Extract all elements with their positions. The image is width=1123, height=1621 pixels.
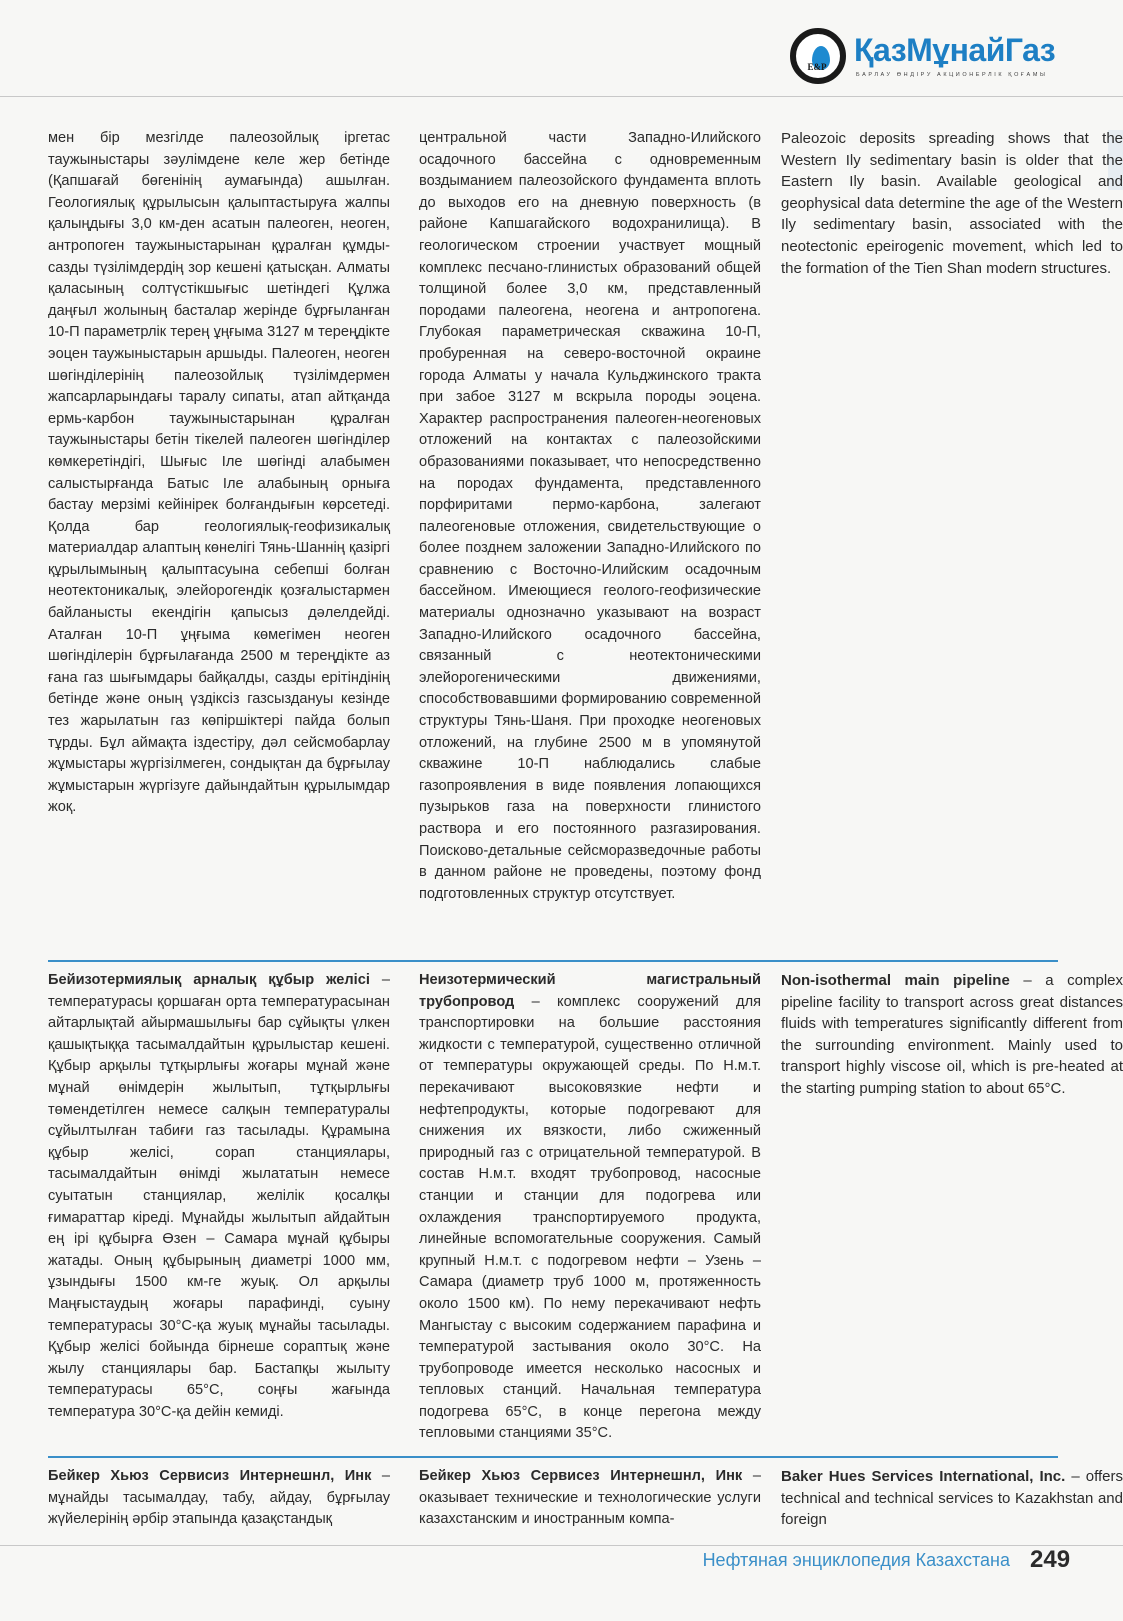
paragraph-text: мен бір мезгілде палеозойлық іргетас таужыныстары зәулімдене келе жер бетінде (Қапшағай бөгенінің аумағында) ашылған. Геологиялық құрылысын қалыптастыруға жалпы қалыңдығы 3,0 км-ден асатын палеоген, неоген, антропоген таужыныстарынан құралған құмды-сазды түзілімдердің зор кешені қатысқан. Алматы қаласының солтүстікшығыс шетіндегі Құлжа даңғыл жолының басталар жерінде бұрғыланған 10-П параметрлік терең ұңғыма 3127 м тереңдікте эоцен таужыныстарын аршыды. Палеоген, неоген шөгінділерінің палеозойлық түзілімдермен жапсарларындағы таралу сипаты, атап айтқанда ермь-карбон таужыныстарынан құралған таужыныстары бетін тікелей палеоген шөгінділер көмкеретіндігі, Шығыс Іле шөгінді алабымен салыстырғанда Батыс Іле алабының орнығa бастау мерзімі кейінірек болғандығын көрсетеді. Қолда бар геологиялық-геофизикалық материалдар алаптың көнелігі Тянь-Шаннің қазіргі құрылымының қалыптасуына себепші болған неотектоникалық, элейорогендік қозғалыстармен байланысты екендігін қапысыз дәлелдейді. Аталған 10-П ұңғыма көмегімен неоген шөгінділерін бұрғылағанда 2500 м тереңдікте аз ғана газ шығымдары байқалды, сазды ерітіндінің бетінде және оның үздіксіз газсыздануы кезінде тез жарылатын газ көпіршіктері пайда болып тұрды. Бұл аймақта іздестіру, дәл сейсмобарлау жұмыстары жүргізілмеген, сондықтан да бұрғылау жұмыстарын жүргізуге дайындайтын құрылымдар жоқ. (48, 130, 390, 816)
entry-term: Бейкер Хьюз Сервисез Интернешнл, Инк (419, 1468, 743, 1484)
entry-text: – a complex pipeline facility to transport across great distances fluids with temperatures significantly different from the surrounding environment. Mainly used to transport highly viscose oil, which is pre-heated at the starting pumping station to about 65°C. (781, 972, 1123, 1097)
footer-rule (0, 1545, 1123, 1546)
company-logo (790, 24, 1090, 88)
kazakh-entry-pipeline (48, 970, 390, 1423)
russian-entry-pipeline (419, 970, 761, 1445)
paragraph-text: центральной части Западно-Илийского осадочного бассейна с одновременным воздыманием палеозойского фундамента вплоть до выходов его на дневную поверхность (в районе Капшагайского водохранилища). В геологическом строении участвует мощный комплекс песчано-глинистых образований общей толщиной более 3,0 км, представленный породами палеогена, неогена и антропогена. Глубокая параметрическая скважина 10-П, пробуренная на северо-восточной окраине города Алматы у начала Кульджинского тракта при забое 3127 м вскрыла породы эоцена. Характер распространения палеоген-неогеновых отложений на контактах с палеозойскими образованиями показывает, что непосредственно на породах фундамента, представленного порфиритами пермо-карбона, залегают палеогеновые отложения, свидетельствующие о более позднем заложении Западно-Илийского по сравнению с Восточно-Илийским осадочным бассейном. Имеющиеся геолого-геофизические материалы однозначно указывают на возраст Западно-Илийского осадочного бассейна, связанный с неотектоническими элейорогеническими движениями, способствовавшими формированию современной структуры Тянь-Шаня. При проходке неогеновых отложений, на глубине 2500 м в упомянутой скважине 10-П наблюдались слабые газопроявления в виде появления лопающихся пузырьков газа на поверхности глинистого раствора и его постоянного разгазирования. Поисково-детальные сейсморазведочные работы в данном районе не проведены, поэтому фонд подготовленных структур отсутствует. (419, 130, 762, 902)
logo-badge: E&P (807, 62, 827, 72)
paragraph-text: Paleozoic deposits spreading shows that the Western Ily sedimentary basin is older that the Eastern Ily basin. Available geological and geophysical data determine the age of the Western Ily sedimentary basin, associated with the neotectonic epeirogenic movement, which led to the formation of the Tien Shan modern structures. (781, 130, 1123, 277)
entry-text: – оказывает технические и технологические услуги казахстанским и иностранным компа- (419, 1468, 761, 1528)
english-entry-baker-hughes (781, 1466, 1123, 1532)
entry-text: – комплекс сооружений для транспортировки на большие расстояния жидкости с температурой, существенно отличной от температуры окружающей среды. По Н.м.т. перекачивают высоковязкие нефти и нефтепродукты, которые подогревают для снижения их вязкости, либо сжиженный природный газ с отрицательной температурой. В состав Н.м.т. входят трубопровод, насосные станции и станции для подогрева или охлаждения транспортируемого продукта, линейные вспомогательные сооружения. Самый крупный Н.м.т. с подогревом нефти – Узень – Самара (диаметр труб 1000 м, протяженность около 1500 км). По нему перекачивают нефть Мангыстау с высоким содержанием парафина и температурой застывания около 30°С. На трубопроводе имеется несколько насосных и тепловых станций. Начальная температура подогрева 65°С, в конце перегона между тепловыми станциями 35°С. (419, 993, 761, 1442)
entry-text: – мұнайды тасымалдау, табу, айдау, бұрғылау жүйелерінің әрбір этапында қазақстандық (48, 1468, 390, 1528)
footer-title: Нефтяная энциклопедия Казахстана (702, 1550, 1010, 1570)
entry-text: – температурасы қоршаған орта температурасынан айтарлықтай айырмашылығы бар сұйықты үлкен қашықтыққа тасымалдайтын құрылыстар кешені. Құбыр арқылы тұтқырлығы жоғары мұнай және мұнай өнімдерін жылытып, тұтқырлығы төмендетілген немесе салқын температуралы сұйылтылған табиғи газ тасылады. Құрамына құбыр желісі, сорап станциялары, тасымалдайтын өнімді жылататын немесе суытатын станциялар, желілік қосалқы ғимараттар кіреді. Мұнайды жылытып айдайтын ең ірі құбырға Өзен – Самара мұнай құбыры жатады. Оның құбырының диаметрі 1000 мм, ұзындығы 1500 км-ге жуық. Ол арқылы Маңғыстаудың жоғары парафинді, суыну температурасы 30°С-қа жуық мұнайы тасылады. Құбыр желісі бойында бірнеше сораптық және жылу станциялары бар. Бастапқы жылыту температурасы 65°С, соңғы жағында температура 30°С-қа дейін кемиді. (48, 972, 390, 1420)
entry-term: Неизотермический магистральный трубопровод (419, 972, 761, 1010)
kazakh-paragraph-1 (48, 128, 390, 819)
section-divider (48, 960, 1058, 962)
page-number: 249 (1030, 1546, 1071, 1573)
header-rule (0, 96, 1123, 97)
english-entry-pipeline (781, 970, 1123, 1100)
logo-name: ҚазМұнайГаз (854, 32, 1056, 68)
english-paragraph-1 (781, 128, 1123, 279)
entry-text: – offers technical and technical services to Kazakhstan and foreign (781, 1468, 1123, 1529)
entry-term: Non-isothermal main pipeline (781, 972, 1010, 989)
section-divider (48, 1456, 1058, 1458)
logo-emblem-icon (790, 28, 846, 84)
russian-entry-baker-hughes (419, 1466, 761, 1532)
russian-paragraph-1 (419, 128, 761, 905)
logo-tagline: БАРЛАУ ӨНДІРУ АКЦИОНЕРЛІК ҚОҒАМЫ (856, 72, 1048, 78)
entry-term: Бейкер Хьюз Сервисиз Интернешнл, Инк (48, 1468, 372, 1484)
entry-term: Baker Hues Services International, Inc. (781, 1468, 1066, 1485)
entry-term: Бейизотермиялық арналық құбыр желісі (48, 972, 370, 988)
kazakh-entry-baker-hughes (48, 1466, 390, 1532)
